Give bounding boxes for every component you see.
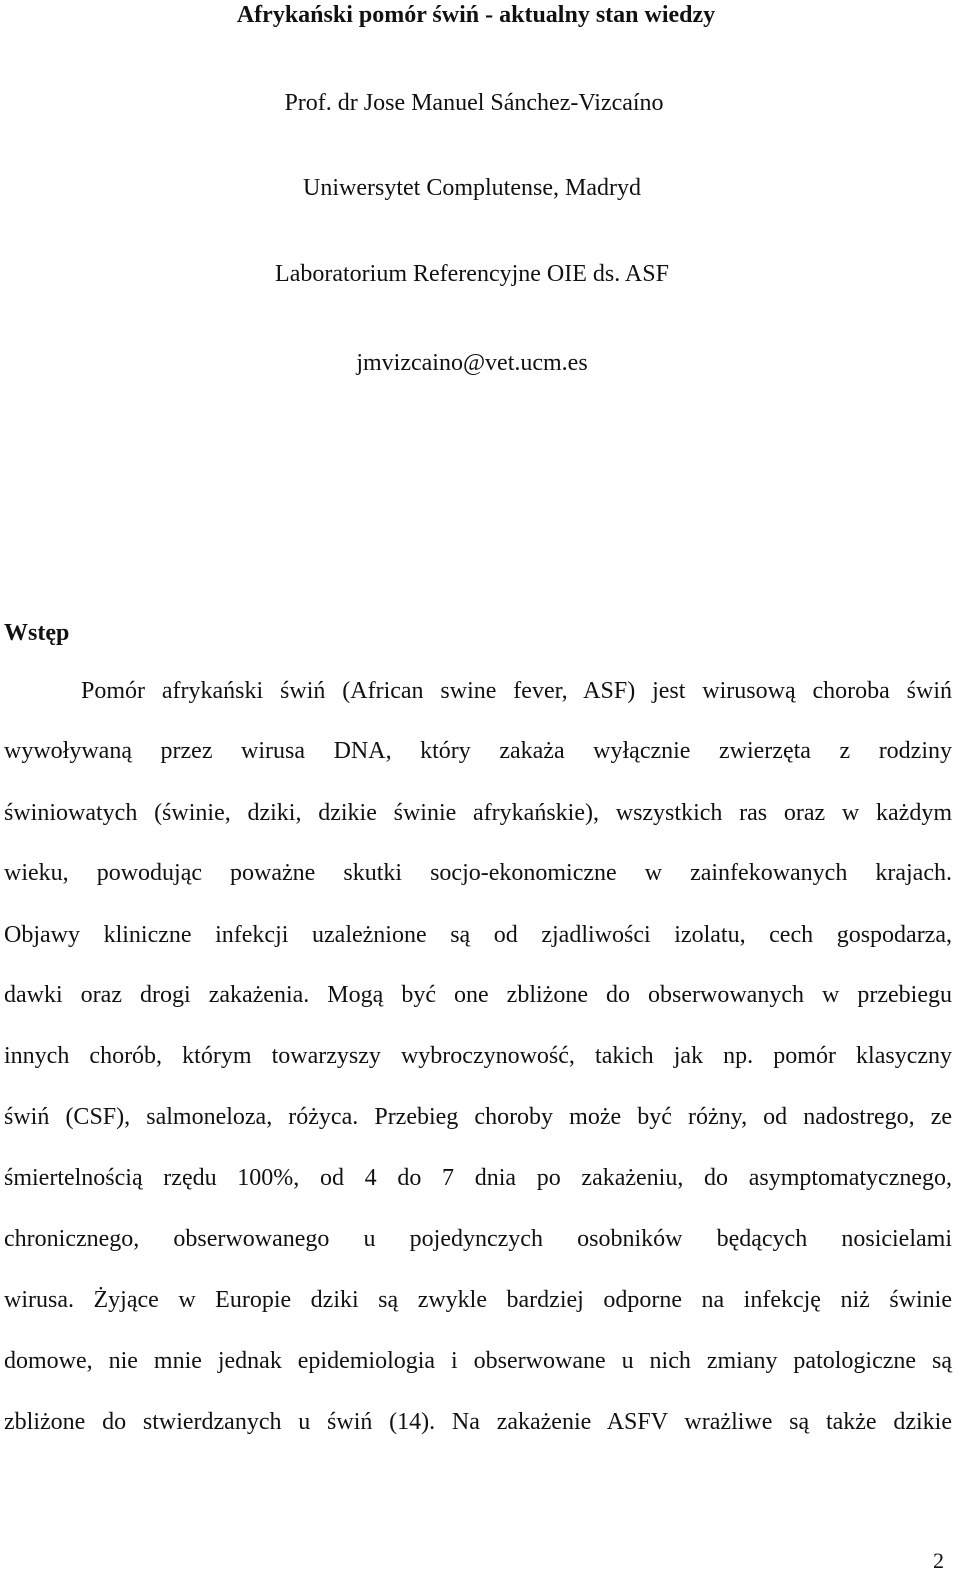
page-number: 2 (933, 1548, 944, 1573)
body-line: Pomór afrykański świń (African swine fever, ASF) jest wirusową choroba świń (81, 678, 952, 704)
body-line: wywoływaną przez wirusa DNA, który zakaża wyłącznie zwierzęta z rodziny (4, 738, 952, 764)
section-heading: Wstęp (4, 620, 70, 646)
author-name: Prof. dr Jose Manuel Sánchez-Vizcaíno (284, 90, 664, 116)
body-line: świniowatych (świnie, dziki, dzikie świnie afrykańskie), wszystkich ras oraz w każdym (4, 800, 952, 826)
body-line: zbliżone do stwierdzanych u świń (14). Na zakażenie ASFV wrażliwe są także dzikie (4, 1409, 952, 1435)
body-line: wieku, powodując poważne skutki socjo-ekonomiczne w zainfekowanych krajach. (4, 860, 952, 886)
author-affiliation: Uniwersytet Complutense, Madryd (303, 175, 641, 201)
body-line: świń (CSF), salmoneloza, różyca. Przebieg choroby może być różny, od nadostrego, ze (4, 1104, 952, 1130)
body-line: innych chorób, którym towarzyszy wybroczynowość, takich jak np. pomór klasyczny (4, 1043, 952, 1069)
body-line: wirusa. Żyjące w Europie dziki są zwykle bardziej odporne na infekcję niż świnie (4, 1287, 952, 1313)
laboratory-name: Laboratorium Referencyjne OIE ds. ASF (275, 261, 669, 287)
body-line: Objawy kliniczne infekcji uzależnione są od zjadliwości izolatu, cech gospodarza, (4, 922, 952, 948)
body-line: chronicznego, obserwowanego u pojedynczych osobników będących nosicielami (4, 1226, 952, 1252)
body-line: domowe, nie mnie jednak epidemiologia i obserwowane u nich zmiany patologiczne są (4, 1348, 952, 1374)
body-line: dawki oraz drogi zakażenia. Mogą być one zbliżone do obserwowanych w przebiegu (4, 982, 952, 1008)
document-title: Afrykański pomór świń - aktualny stan wiedzy (236, 2, 716, 28)
body-line: śmiertelnością rzędu 100%, od 4 do 7 dnia po zakażeniu, do asymptomatycznego, (4, 1165, 952, 1191)
author-email: jmvizcaino@vet.ucm.es (356, 350, 588, 376)
